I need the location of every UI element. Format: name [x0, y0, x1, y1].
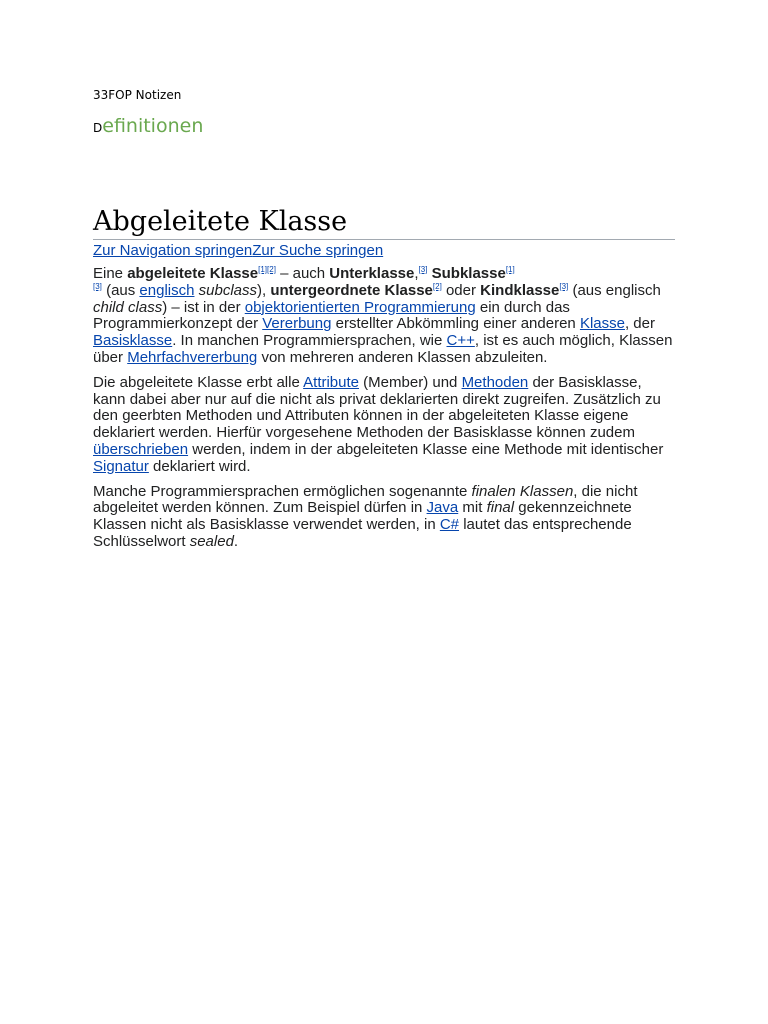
- text-span: .: [233, 532, 239, 550]
- term-untergeordnete-klasse: untergeordnete Klasse: [270, 281, 433, 299]
- article-title: Abgeleitete Klasse: [93, 206, 675, 240]
- reference-1: [506, 265, 515, 274]
- document-header: 33FOP Notizen: [93, 88, 182, 102]
- link-basisklasse[interactable]: Basisklasse: [93, 332, 173, 350]
- link-vererbung[interactable]: Vererbung: [262, 315, 332, 333]
- text-span: , die nicht abgeleitet werden können. Zum Beispiel dürfen in: [93, 482, 638, 517]
- term-child-class: child class: [93, 298, 163, 316]
- section-heading: [93, 117, 203, 136]
- section-heading-initial: D: [93, 121, 103, 135]
- link-cpp[interactable]: C++: [446, 332, 475, 350]
- reference-link[interactable]: [2]: [267, 265, 276, 274]
- jump-to-navigation-link[interactable]: Zur Navigation springen: [93, 242, 253, 259]
- text-span: lautet das entsprechende Schlüsselwort: [93, 516, 632, 550]
- text-span: (aus englisch: [568, 281, 661, 299]
- link-englisch[interactable]: englisch: [139, 281, 195, 299]
- jump-to-search-link[interactable]: Zur Suche springen: [252, 242, 384, 259]
- link-ueberschrieben[interactable]: überschrieben: [93, 440, 189, 458]
- text-span: . In manchen Programmiersprachen, wie: [172, 332, 447, 350]
- text-span: , der: [624, 315, 655, 333]
- text-span: ),: [257, 281, 271, 299]
- text-span: ,: [414, 265, 419, 282]
- reference-link[interactable]: [1]: [505, 265, 515, 274]
- term-unterklasse: Unterklasse: [329, 265, 415, 282]
- text-span: , ist es auch möglich, Klassen über: [93, 332, 673, 366]
- text-span: gekennzeichnete Klassen nicht als Basisklasse verwendet werden, in: [93, 499, 632, 534]
- reference-3: [559, 282, 568, 291]
- text-span: (Member) und: [359, 373, 462, 391]
- link-csharp[interactable]: C#: [439, 516, 460, 534]
- text-span: Eine: [93, 265, 128, 282]
- reference-2: [433, 282, 442, 291]
- link-java[interactable]: Java: [426, 499, 459, 517]
- text-span: oder: [441, 281, 481, 299]
- reference-3: [93, 282, 102, 291]
- link-attribute[interactable]: Attribute: [303, 373, 360, 391]
- link-methoden[interactable]: Methoden: [461, 373, 529, 391]
- term-final: final: [486, 499, 515, 517]
- text-span: werden, indem in der abgeleiteten Klasse eine Methode mit identischer: [188, 440, 664, 458]
- reference-link[interactable]: [3]: [418, 265, 428, 274]
- paragraph-2: [93, 375, 675, 476]
- link-klasse[interactable]: Klasse: [579, 315, 625, 333]
- term-subclass: subclass: [198, 281, 257, 299]
- text-span: erstellter Abkömmling einer anderen: [331, 315, 580, 333]
- reference-link[interactable]: [3]: [93, 281, 102, 291]
- term-kindklasse: Kindklasse: [480, 281, 560, 299]
- link-signatur[interactable]: Signatur: [93, 457, 149, 475]
- link-mehrfachvererbung[interactable]: Mehrfachvererbung: [127, 348, 258, 366]
- text-span: ) – ist in der: [162, 298, 245, 316]
- link-objektorientierte-programmierung[interactable]: objektorientierten Programmierung: [244, 298, 476, 316]
- text-span: mit: [458, 499, 487, 517]
- text-span: ein durch das Programmierkonzept der: [93, 298, 570, 333]
- term-abgeleitete-klasse: abgeleitete Klasse: [127, 265, 259, 282]
- reference-link[interactable]: [2]: [432, 281, 442, 291]
- text-span: Manche Programmiersprachen ermöglichen sogenannte: [93, 482, 472, 500]
- text-span: – auch: [275, 265, 330, 282]
- jump-links: [93, 242, 675, 260]
- text-span: Die abgeleitete Klasse erbt alle: [93, 373, 304, 391]
- text-span: von mehreren anderen Klassen abzuleiten.: [257, 348, 548, 366]
- text-span: der Basisklasse, kann dabei aber nur auf die nicht als privat deklarierten direkt zugreifen. Zusätzlich zu den geerbten Methoden und Attributen können in der abgeleiteten Klasse eigene deklariert werden. Hierfür vorgesehene Methoden der Basisklasse können zudem: [93, 373, 661, 442]
- text-span: deklariert wird.: [148, 457, 251, 475]
- paragraph-1: [93, 266, 675, 367]
- term-subklasse: Subklasse: [431, 265, 506, 282]
- reference-link[interactable]: [3]: [559, 281, 569, 291]
- reference-1: [258, 265, 267, 274]
- reference-2: [267, 265, 276, 274]
- term-sealed: sealed: [189, 532, 234, 550]
- paragraph-3: [93, 484, 675, 551]
- section-heading-rest: efinitionen: [102, 115, 204, 137]
- text-span: (aus: [101, 281, 140, 299]
- article: [93, 206, 675, 551]
- reference-link[interactable]: [1]: [258, 265, 268, 274]
- term-finalen-klassen: finalen Klassen: [471, 482, 574, 500]
